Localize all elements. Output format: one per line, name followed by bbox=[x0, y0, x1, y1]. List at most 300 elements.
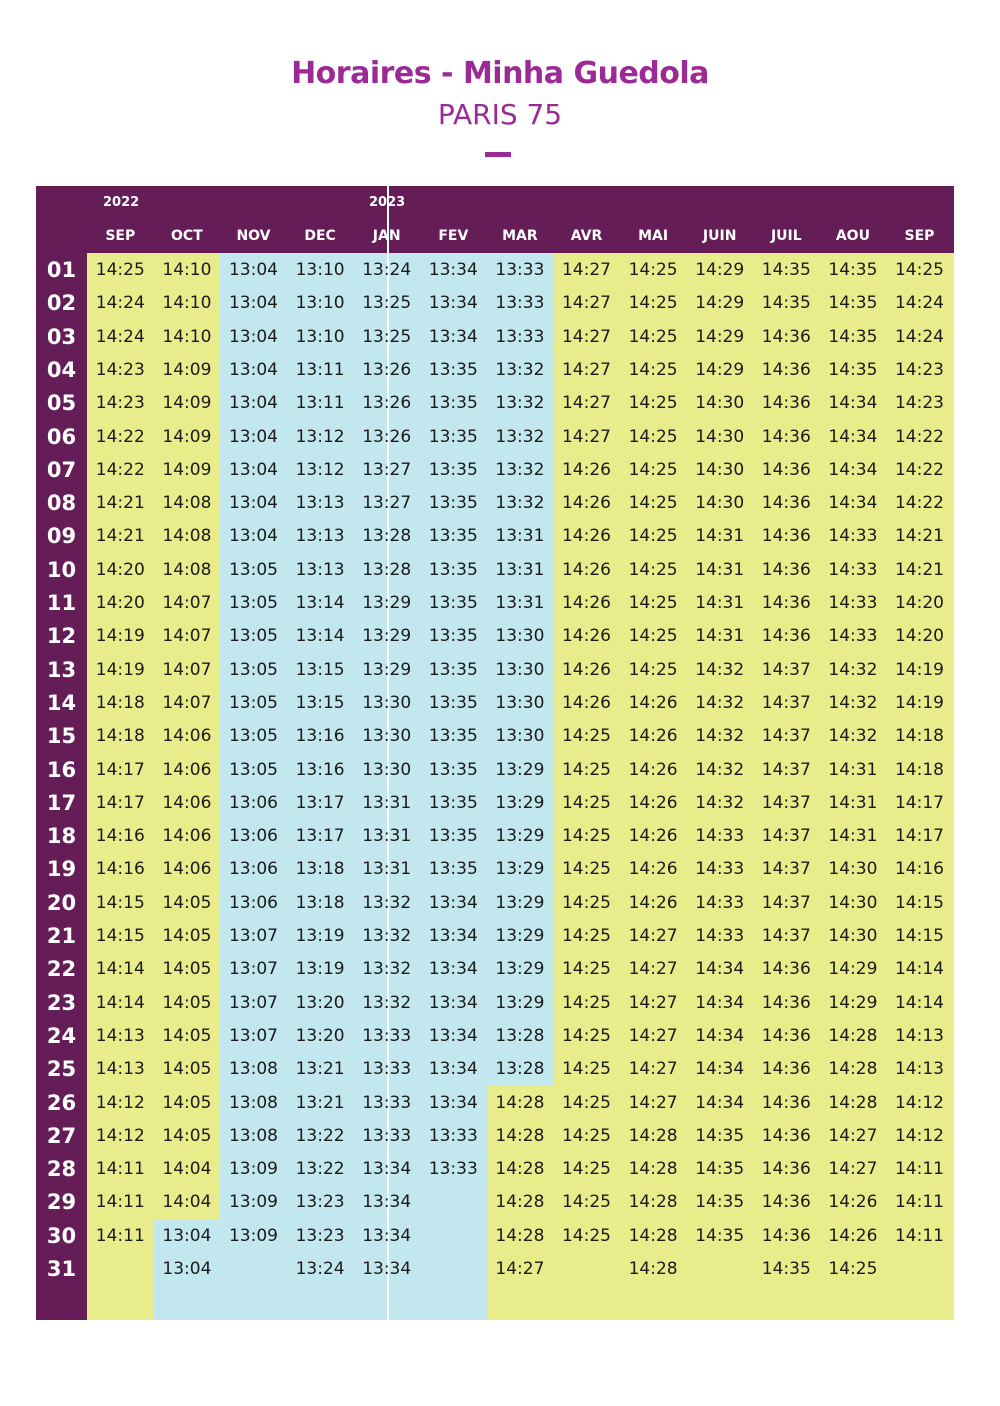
time-cell: 13:30 bbox=[362, 726, 412, 747]
time-cell: 13:14 bbox=[295, 593, 345, 613]
time-cell: 14:29 bbox=[828, 959, 878, 980]
time-cell: 13:31 bbox=[362, 792, 412, 813]
time-cell: 14:26 bbox=[561, 526, 611, 547]
time-cell: 13:19 bbox=[295, 926, 345, 946]
year-separator bbox=[387, 186, 389, 1320]
time-cell: 14:27 bbox=[561, 359, 611, 380]
time-cell: 14:09 bbox=[162, 393, 212, 414]
month-header: SEP bbox=[105, 228, 136, 244]
time-cell: 14:31 bbox=[695, 593, 745, 613]
time-cell: 14:25 bbox=[95, 260, 145, 280]
time-cell: 13:33 bbox=[428, 1125, 478, 1146]
time-cell: 14:05 bbox=[162, 892, 212, 913]
time-cell: 13:33 bbox=[362, 1092, 412, 1113]
time-cell: 13:34 bbox=[362, 1259, 412, 1279]
time-cell: 14:35 bbox=[828, 260, 878, 280]
time-cell: 13:04 bbox=[228, 326, 278, 347]
time-cell: 13:04 bbox=[228, 459, 278, 480]
time-cell: 13:35 bbox=[428, 659, 478, 680]
month-header: SEP bbox=[904, 228, 935, 244]
time-cell: 13:34 bbox=[428, 892, 478, 913]
day-label: 12 bbox=[46, 624, 77, 649]
time-cell: 14:25 bbox=[561, 859, 611, 880]
time-cell: 13:35 bbox=[428, 826, 478, 847]
time-cell: 14:14 bbox=[894, 959, 944, 980]
time-cell: 13:34 bbox=[428, 926, 478, 946]
time-cell: 14:14 bbox=[894, 992, 944, 1013]
time-cell: 13:12 bbox=[295, 426, 345, 447]
time-cell: 13:04 bbox=[162, 1225, 212, 1246]
time-cell: 13:04 bbox=[228, 260, 278, 280]
time-cell: 13:35 bbox=[428, 626, 478, 647]
time-cell: 14:37 bbox=[761, 759, 811, 780]
time-cell: 13:22 bbox=[295, 1159, 345, 1180]
time-cell: 14:37 bbox=[761, 926, 811, 946]
time-cell: 14:23 bbox=[95, 393, 145, 414]
time-cell: 14:25 bbox=[561, 1159, 611, 1180]
time-cell: 13:31 bbox=[495, 526, 545, 547]
time-cell: 14:25 bbox=[628, 626, 678, 647]
time-cell: 13:34 bbox=[428, 959, 478, 980]
time-cell: 14:27 bbox=[628, 1092, 678, 1113]
month-header: DEC bbox=[304, 228, 336, 244]
time-cell: 13:08 bbox=[228, 1092, 278, 1113]
time-cell: 14:31 bbox=[828, 792, 878, 813]
time-cell: 14:21 bbox=[894, 526, 944, 547]
time-cell: 14:30 bbox=[695, 493, 745, 514]
time-cell: 14:26 bbox=[561, 659, 611, 680]
time-cell: 13:29 bbox=[362, 659, 412, 680]
time-cell: 14:12 bbox=[95, 1092, 145, 1113]
time-cell: 14:35 bbox=[695, 1192, 745, 1213]
time-cell: 14:17 bbox=[894, 826, 944, 847]
time-cell: 14:12 bbox=[894, 1125, 944, 1146]
time-cell: 14:28 bbox=[628, 1225, 678, 1246]
time-cell: 14:27 bbox=[628, 1059, 678, 1080]
time-cell: 14:13 bbox=[95, 1059, 145, 1080]
time-cell: 14:36 bbox=[761, 1025, 811, 1046]
day-column bbox=[36, 186, 87, 1320]
time-cell: 13:16 bbox=[295, 726, 345, 747]
time-cell: 14:21 bbox=[95, 526, 145, 547]
time-cell: 13:29 bbox=[495, 892, 545, 913]
page-title: Horaires - Minha Guedola bbox=[291, 56, 709, 91]
time-cell: 14:25 bbox=[628, 326, 678, 347]
time-cell: 14:25 bbox=[628, 559, 678, 580]
time-cell: 13:31 bbox=[362, 826, 412, 847]
time-cell: 14:13 bbox=[894, 1059, 944, 1080]
time-cell: 14:11 bbox=[894, 1225, 944, 1246]
time-cell: 13:34 bbox=[362, 1225, 412, 1246]
day-label: 30 bbox=[46, 1223, 77, 1248]
time-cell: 14:19 bbox=[894, 659, 944, 680]
time-cell: 14:07 bbox=[162, 692, 212, 713]
time-cell: 14:27 bbox=[828, 1159, 878, 1180]
time-cell: 13:09 bbox=[228, 1192, 278, 1213]
time-cell: 13:15 bbox=[295, 692, 345, 713]
time-cell: 13:33 bbox=[495, 326, 545, 347]
time-cell: 13:25 bbox=[362, 293, 412, 314]
time-cell: 13:04 bbox=[228, 493, 278, 514]
time-cell: 14:11 bbox=[894, 1192, 944, 1213]
time-cell: 13:04 bbox=[228, 526, 278, 547]
day-label: 09 bbox=[46, 524, 77, 549]
title-divider bbox=[485, 152, 511, 157]
time-cell: 14:04 bbox=[162, 1159, 212, 1180]
time-cell: 14:26 bbox=[561, 626, 611, 647]
time-cell: 14:06 bbox=[162, 859, 212, 880]
time-cell: 14:32 bbox=[828, 726, 878, 747]
time-cell: 14:31 bbox=[828, 826, 878, 847]
time-cell: 14:22 bbox=[95, 459, 145, 480]
time-cell: 14:26 bbox=[628, 826, 678, 847]
time-cell: 14:37 bbox=[761, 892, 811, 913]
time-cell: 13:35 bbox=[428, 692, 478, 713]
time-cell: 13:32 bbox=[495, 493, 545, 514]
time-cell: 14:36 bbox=[761, 426, 811, 447]
time-cell: 14:15 bbox=[894, 892, 944, 913]
time-cell: 14:28 bbox=[495, 1092, 545, 1113]
time-cell: 13:06 bbox=[228, 859, 278, 880]
time-cell: 14:15 bbox=[95, 892, 145, 913]
time-cell: 14:25 bbox=[628, 260, 678, 280]
time-cell: 13:34 bbox=[428, 1025, 478, 1046]
time-cell: 13:11 bbox=[295, 359, 345, 380]
time-cell: 14:30 bbox=[695, 426, 745, 447]
time-cell: 14:07 bbox=[162, 593, 212, 613]
time-cell: 14:26 bbox=[628, 726, 678, 747]
day-label: 23 bbox=[46, 990, 77, 1015]
day-label: 14 bbox=[46, 690, 77, 715]
time-cell: 14:25 bbox=[561, 1025, 611, 1046]
time-cell: 14:25 bbox=[561, 959, 611, 980]
day-label: 01 bbox=[46, 258, 77, 282]
time-cell: 14:26 bbox=[828, 1192, 878, 1213]
time-cell: 14:36 bbox=[761, 1225, 811, 1246]
time-cell: 14:18 bbox=[95, 692, 145, 713]
day-label: 20 bbox=[46, 890, 77, 915]
time-cell: 14:25 bbox=[628, 526, 678, 547]
time-cell: 14:33 bbox=[695, 892, 745, 913]
time-cell: 14:29 bbox=[828, 992, 878, 1013]
time-cell: 14:36 bbox=[761, 1059, 811, 1080]
time-cell: 14:27 bbox=[628, 992, 678, 1013]
time-cell: 14:23 bbox=[95, 359, 145, 380]
day-label: 25 bbox=[46, 1057, 77, 1082]
time-cell: 14:28 bbox=[828, 1059, 878, 1080]
time-cell: 13:27 bbox=[362, 493, 412, 514]
month-header: JAN bbox=[372, 228, 401, 244]
time-cell: 14:08 bbox=[162, 559, 212, 580]
time-cell: 13:30 bbox=[495, 626, 545, 647]
time-cell: 14:31 bbox=[695, 559, 745, 580]
time-cell: 14:27 bbox=[628, 959, 678, 980]
time-cell: 14:34 bbox=[828, 426, 878, 447]
time-cell: 13:13 bbox=[295, 493, 345, 514]
time-cell: 13:31 bbox=[362, 859, 412, 880]
time-cell: 14:33 bbox=[828, 559, 878, 580]
time-cell: 13:05 bbox=[228, 659, 278, 680]
time-cell: 14:35 bbox=[695, 1125, 745, 1146]
time-cell: 13:29 bbox=[495, 959, 545, 980]
time-cell: 13:26 bbox=[362, 426, 412, 447]
time-cell: 13:35 bbox=[428, 859, 478, 880]
time-cell: 13:24 bbox=[295, 1259, 345, 1279]
time-cell: 13:07 bbox=[228, 1025, 278, 1046]
time-cell: 14:27 bbox=[628, 1025, 678, 1046]
time-cell: 14:37 bbox=[761, 659, 811, 680]
time-cell: 13:28 bbox=[495, 1025, 545, 1046]
time-cell: 14:25 bbox=[628, 359, 678, 380]
time-cell: 14:27 bbox=[561, 293, 611, 314]
time-cell: 14:33 bbox=[828, 526, 878, 547]
time-cell: 13:14 bbox=[295, 626, 345, 647]
time-cell: 14:36 bbox=[761, 459, 811, 480]
time-cell: 14:25 bbox=[561, 1225, 611, 1246]
time-cell: 13:35 bbox=[428, 759, 478, 780]
time-cell: 14:25 bbox=[561, 926, 611, 946]
time-cell: 14:26 bbox=[628, 759, 678, 780]
time-cell: 13:35 bbox=[428, 493, 478, 514]
time-cell: 13:12 bbox=[295, 459, 345, 480]
time-cell: 14:28 bbox=[628, 1259, 678, 1279]
time-cell: 14:29 bbox=[695, 326, 745, 347]
time-cell: 13:29 bbox=[495, 759, 545, 780]
time-cell: 14:07 bbox=[162, 659, 212, 680]
time-cell: 14:31 bbox=[695, 626, 745, 647]
time-cell: 13:06 bbox=[228, 826, 278, 847]
time-cell: 13:20 bbox=[295, 992, 345, 1013]
time-cell: 13:30 bbox=[495, 659, 545, 680]
time-cell: 13:10 bbox=[295, 326, 345, 347]
time-cell: 14:34 bbox=[828, 493, 878, 514]
time-cell: 14:22 bbox=[894, 426, 944, 447]
time-cell: 14:11 bbox=[95, 1225, 145, 1246]
time-cell: 14:08 bbox=[162, 493, 212, 514]
time-cell: 13:32 bbox=[495, 426, 545, 447]
time-cell: 14:36 bbox=[761, 559, 811, 580]
time-cell: 14:06 bbox=[162, 726, 212, 747]
time-cell: 14:17 bbox=[95, 759, 145, 780]
time-cell: 13:34 bbox=[428, 293, 478, 314]
month-header: JUIL bbox=[770, 228, 802, 244]
day-label: 18 bbox=[46, 824, 77, 849]
time-cell: 14:34 bbox=[695, 1092, 745, 1113]
time-cell: 13:04 bbox=[228, 359, 278, 380]
time-cell: 14:37 bbox=[761, 692, 811, 713]
day-label: 04 bbox=[46, 357, 77, 382]
time-cell: 13:30 bbox=[362, 692, 412, 713]
day-label: 17 bbox=[46, 790, 77, 815]
time-cell: 14:35 bbox=[761, 1259, 811, 1279]
time-cell: 13:33 bbox=[495, 293, 545, 314]
time-cell: 13:06 bbox=[228, 892, 278, 913]
time-cell: 14:26 bbox=[628, 859, 678, 880]
time-cell: 13:05 bbox=[228, 759, 278, 780]
time-cell: 14:19 bbox=[95, 659, 145, 680]
time-cell: 14:26 bbox=[828, 1225, 878, 1246]
time-cell: 13:35 bbox=[428, 559, 478, 580]
time-cell: 13:08 bbox=[228, 1059, 278, 1080]
time-cell: 14:09 bbox=[162, 359, 212, 380]
time-cell: 14:25 bbox=[561, 992, 611, 1013]
day-label: 26 bbox=[46, 1090, 77, 1115]
time-cell: 14:05 bbox=[162, 959, 212, 980]
day-label: 10 bbox=[46, 557, 77, 582]
time-cell: 14:26 bbox=[628, 692, 678, 713]
time-cell: 14:27 bbox=[495, 1259, 545, 1279]
time-cell: 14:32 bbox=[695, 792, 745, 813]
time-cell: 13:19 bbox=[295, 959, 345, 980]
time-cell: 14:25 bbox=[561, 1092, 611, 1113]
month-header: FEV bbox=[438, 228, 469, 244]
day-label: 21 bbox=[46, 924, 77, 948]
time-cell: 14:32 bbox=[695, 659, 745, 680]
time-cell: 14:18 bbox=[894, 759, 944, 780]
time-cell: 13:10 bbox=[295, 293, 345, 314]
time-cell: 14:36 bbox=[761, 992, 811, 1013]
time-cell: 14:26 bbox=[561, 493, 611, 514]
month-header: NOV bbox=[236, 228, 271, 244]
time-cell: 13:33 bbox=[428, 1159, 478, 1180]
time-cell: 14:36 bbox=[761, 626, 811, 647]
time-cell: 14:24 bbox=[95, 326, 145, 347]
day-label: 31 bbox=[46, 1257, 77, 1281]
time-cell: 13:29 bbox=[495, 859, 545, 880]
time-cell: 14:36 bbox=[761, 493, 811, 514]
time-cell: 14:05 bbox=[162, 1059, 212, 1080]
time-cell: 14:10 bbox=[162, 293, 212, 314]
time-cell: 14:12 bbox=[95, 1125, 145, 1146]
day-label: 02 bbox=[46, 291, 77, 316]
time-cell: 13:05 bbox=[228, 626, 278, 647]
time-cell: 14:34 bbox=[695, 1025, 745, 1046]
time-cell: 14:23 bbox=[894, 393, 944, 414]
time-cell: 13:28 bbox=[362, 526, 412, 547]
time-cell: 13:17 bbox=[295, 792, 345, 813]
time-cell: 14:33 bbox=[695, 926, 745, 946]
time-cell: 14:05 bbox=[162, 1025, 212, 1046]
time-cell: 14:25 bbox=[561, 726, 611, 747]
time-cell: 14:35 bbox=[828, 359, 878, 380]
time-cell: 14:26 bbox=[561, 692, 611, 713]
time-cell: 13:20 bbox=[295, 1025, 345, 1046]
time-cell: 14:22 bbox=[95, 426, 145, 447]
time-cell: 13:35 bbox=[428, 726, 478, 747]
time-cell: 13:05 bbox=[228, 559, 278, 580]
day-label: 28 bbox=[46, 1157, 77, 1182]
page-subtitle: PARIS 75 bbox=[437, 98, 563, 131]
time-cell: 14:28 bbox=[495, 1225, 545, 1246]
time-cell: 13:30 bbox=[495, 692, 545, 713]
time-cell: 13:09 bbox=[228, 1159, 278, 1180]
time-cell: 14:27 bbox=[628, 926, 678, 946]
time-cell: 13:15 bbox=[295, 659, 345, 680]
time-cell: 13:29 bbox=[362, 593, 412, 613]
day-label: 06 bbox=[46, 424, 77, 449]
time-cell: 14:34 bbox=[828, 393, 878, 414]
time-cell: 14:11 bbox=[95, 1159, 145, 1180]
month-header: MAI bbox=[638, 228, 669, 244]
time-cell: 13:05 bbox=[228, 593, 278, 613]
time-cell: 14:37 bbox=[761, 859, 811, 880]
time-cell: 13:25 bbox=[362, 326, 412, 347]
time-cell: 14:37 bbox=[761, 726, 811, 747]
time-cell: 14:25 bbox=[828, 1259, 878, 1279]
time-cell: 14:27 bbox=[561, 326, 611, 347]
time-cell: 13:21 bbox=[295, 1059, 345, 1080]
time-cell: 14:36 bbox=[761, 1192, 811, 1213]
time-cell: 14:12 bbox=[894, 1092, 944, 1113]
day-label: 07 bbox=[46, 457, 77, 482]
time-cell: 14:25 bbox=[628, 593, 678, 613]
time-cell: 13:29 bbox=[495, 926, 545, 946]
time-cell: 14:22 bbox=[894, 459, 944, 480]
time-cell: 13:35 bbox=[428, 792, 478, 813]
time-cell: 13:29 bbox=[495, 792, 545, 813]
time-cell: 14:30 bbox=[695, 459, 745, 480]
time-cell: 14:05 bbox=[162, 1125, 212, 1146]
time-cell: 13:18 bbox=[295, 859, 345, 880]
time-cell: 14:11 bbox=[894, 1159, 944, 1180]
time-cell: 14:29 bbox=[695, 293, 745, 314]
time-cell: 14:32 bbox=[695, 759, 745, 780]
time-cell: 14:32 bbox=[828, 692, 878, 713]
time-cell: 14:09 bbox=[162, 426, 212, 447]
time-cell: 13:05 bbox=[228, 692, 278, 713]
time-cell: 14:20 bbox=[894, 626, 944, 647]
time-cell: 14:28 bbox=[495, 1125, 545, 1146]
time-cell: 14:06 bbox=[162, 792, 212, 813]
time-cell: 13:34 bbox=[362, 1159, 412, 1180]
time-cell: 13:26 bbox=[362, 393, 412, 414]
time-cell: 14:15 bbox=[95, 926, 145, 946]
time-cell: 14:35 bbox=[695, 1159, 745, 1180]
time-cell: 14:24 bbox=[894, 326, 944, 347]
time-cell: 14:09 bbox=[162, 459, 212, 480]
time-cell: 14:25 bbox=[561, 1059, 611, 1080]
month-header: OCT bbox=[171, 228, 203, 244]
time-cell: 13:33 bbox=[495, 260, 545, 280]
time-cell: 14:28 bbox=[628, 1192, 678, 1213]
time-cell: 14:19 bbox=[95, 626, 145, 647]
time-cell: 13:07 bbox=[228, 992, 278, 1013]
time-cell: 13:17 bbox=[295, 826, 345, 847]
time-cell: 13:34 bbox=[428, 1059, 478, 1080]
time-cell: 14:36 bbox=[761, 393, 811, 414]
time-cell: 14:24 bbox=[95, 293, 145, 314]
time-cell: 13:29 bbox=[362, 626, 412, 647]
time-cell: 14:21 bbox=[95, 493, 145, 514]
time-cell: 14:16 bbox=[95, 859, 145, 880]
time-cell: 14:33 bbox=[695, 826, 745, 847]
time-cell: 13:06 bbox=[228, 792, 278, 813]
time-cell: 14:33 bbox=[828, 626, 878, 647]
time-cell: 14:10 bbox=[162, 260, 212, 280]
time-cell: 13:09 bbox=[228, 1225, 278, 1246]
time-cell: 13:13 bbox=[295, 526, 345, 547]
time-cell: 14:25 bbox=[561, 892, 611, 913]
time-cell: 13:28 bbox=[495, 1059, 545, 1080]
day-label: 16 bbox=[46, 757, 77, 782]
time-cell: 14:36 bbox=[761, 1159, 811, 1180]
time-cell: 14:28 bbox=[628, 1125, 678, 1146]
time-cell: 13:30 bbox=[495, 726, 545, 747]
time-cell: 14:30 bbox=[828, 859, 878, 880]
time-cell: 14:14 bbox=[95, 959, 145, 980]
time-cell: 13:35 bbox=[428, 593, 478, 613]
time-cell: 13:16 bbox=[295, 759, 345, 780]
